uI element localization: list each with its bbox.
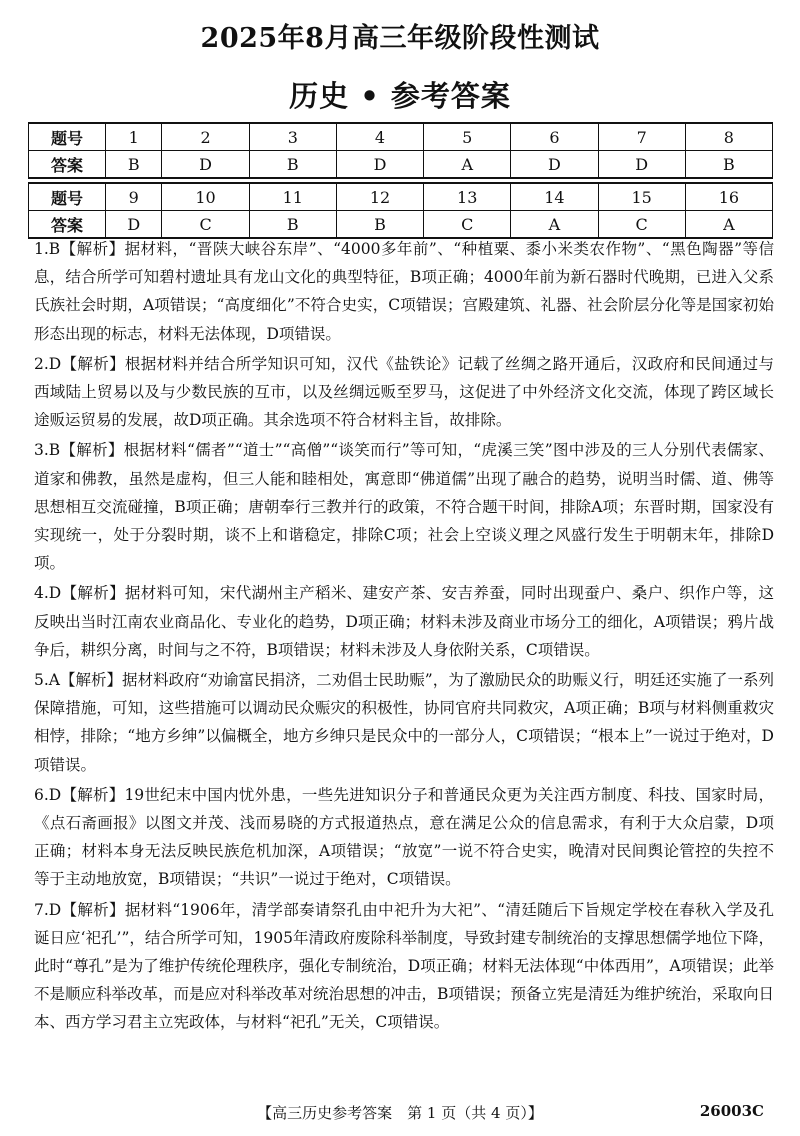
explanation-paragraph-2: 2.D【解析】根据材料并结合所学知识可知，汉代《盐铁论》记载了丝绸之路开通后，汉政府和民间通过与西域陆上贸易以及与少数民族的互市，以及丝绸远贩至罗马，这促进了中外经济文化交流，体现了跨区域长途贩运贸易的发展，故D项正确。其余选项不符合材料主旨，故排除。 xyxy=(34,354,774,430)
table-row-questions-1 xyxy=(29,123,773,151)
question-number-cell: 8 xyxy=(685,123,772,151)
question-number-cell: 2 xyxy=(162,123,249,151)
explanation-paragraph-6: 6.D【解析】19世纪末中国内忧外患，一些先进知识分子和普通民众更为关注西方制度、科技、国家时局，《点石斋画报》以图文并茂、浅而易晓的方式报道热点，意在满足公众的信息需求，有利于大众启蒙，D项正确；材料本身无法反映民族危机加深，A项错误；“放宽”一说不符合史实，晚清对民间舆论管控的失控不等于主动地放宽，B项错误；“共识”一说过于绝对，C项错误。 xyxy=(34,785,774,889)
table-row-questions-2 xyxy=(29,183,773,211)
question-number-cell: 4 xyxy=(336,123,423,151)
footer-page-label: 【高三历史参考答案 第 1 页（共 4 页）】 xyxy=(257,1104,543,1122)
answer-cell: D xyxy=(162,151,249,179)
answer-cell: B xyxy=(106,151,162,179)
table-header-cell: 答案 xyxy=(29,211,106,239)
explanation-paragraph-3: 3.B【解析】根据材料“儒者”“道士”“高僧”“谈笑而行”等可知，“虎溪三笑”图中涉及的三人分别代表儒家、道家和佛教，虽然是虚构，但三人能和睦相处，寓意即“佛道儒”出现了融合的趋势，说明当时儒、道、佛等思想相互交流碰撞，B项正确；唐朝奉行三教并行的政策，不符合题干时间，排除A项；东晋时期，国家没有实现统一，处于分裂时期，谈不上和谐稳定，排除C项；社会上空谈义理之风盛行发生于明朝末年，排除D项。 xyxy=(34,441,774,573)
explanation-paragraph-5: 5.A【解析】据材料政府“劝谕富民捐济，二劝倡士民助赈”，为了激励民众的助赈义行，明廷还实施了一系列保障措施，可知，这些措施可以调动民众赈灾的积极性，协同官府共同救灾，A项正确；B项与材料侧重救灾相悖，排除；“地方乡绅”以偏概全，地方乡绅只是民众中的一部分人，C项错误；“根本上”一说过于绝对，D项错误。 xyxy=(34,671,774,774)
answer-cell: D xyxy=(336,151,423,179)
answer-key-table xyxy=(28,122,773,239)
answer-cell: D xyxy=(511,151,598,179)
answer-cell: B xyxy=(249,151,336,179)
question-number-cell: 1 xyxy=(106,123,162,151)
question-number-cell: 5 xyxy=(424,123,511,151)
answer-cell: D xyxy=(106,211,162,239)
question-number-cell: 15 xyxy=(598,183,685,211)
table-row-answers-1 xyxy=(29,151,773,179)
answer-cell: D xyxy=(598,151,685,179)
explanation-paragraph-7: 7.D【解析】据材料“1906年，清学部奏请祭孔由中祀升为大祀”、“清廷随后下旨规定学校在春秋入学及孔诞日应‘祀孔’”，结合所学可知，1905年清政府废除科举制度，导致封建专制统治的支撑思想儒学地位下降，此时“尊孔”是为了维护传统伦理秩序，强化专制统治，D项正确；材料无法体现“中体西用”，A项错误；此举不是顺应科举改革，而是应对科举改革对统治思想的冲击，B项错误；预备立宪是清廷为维护统治，采取向日本、西方学习君主立宪政体，与材料“祀孔”无关，C项错误。 xyxy=(34,900,774,1032)
answer-cell: A xyxy=(685,211,772,239)
question-number-cell: 7 xyxy=(598,123,685,151)
question-number-cell: 3 xyxy=(249,123,336,151)
question-number-cell: 13 xyxy=(424,183,511,211)
question-number-cell: 11 xyxy=(249,183,336,211)
table-row-answers-2 xyxy=(29,211,773,239)
answer-cell: A xyxy=(511,211,598,239)
question-number-cell: 9 xyxy=(106,183,162,211)
question-number-cell: 6 xyxy=(511,123,598,151)
footer-exam-code: 26003C xyxy=(699,1102,764,1120)
table-header-cell: 题号 xyxy=(29,183,106,211)
question-number-cell: 16 xyxy=(685,183,772,211)
explanation-paragraph-1: 1.B【解析】据材料，“晋陕大峡谷东岸”、“4000多年前”、“种植粟、黍小米类农作物”、“黑色陶器”等信息，结合所学可知碧村遗址具有龙山文化的典型特征，B项正确；4000年前为新石器时代晚期，已进入父系氏族社会时期，A项错误；“高度细化”不符合史实，C项错误；宫殿建筑、礼器、社会阶层分化等是国家初始形态出现的标志，材料无法体现，D项错误。 xyxy=(34,240,774,343)
answer-cell: B xyxy=(336,211,423,239)
answer-cell: C xyxy=(424,211,511,239)
question-number-cell: 14 xyxy=(511,183,598,211)
answer-explanations xyxy=(34,235,774,1039)
answer-cell: A xyxy=(424,151,511,179)
answer-cell: C xyxy=(598,211,685,239)
question-number-cell: 12 xyxy=(336,183,423,211)
page-title: 2025年8月高三年级阶段性测试 xyxy=(200,23,600,54)
table-header-cell: 答案 xyxy=(29,151,106,179)
answer-cell: B xyxy=(249,211,336,239)
answer-cell: B xyxy=(685,151,772,179)
answer-cell: C xyxy=(162,211,249,239)
table-header-cell: 题号 xyxy=(29,123,106,151)
question-number-cell: 10 xyxy=(162,183,249,211)
page-subtitle: 历史 • 参考答案 xyxy=(289,79,511,113)
page-footer xyxy=(0,1102,800,1126)
explanation-paragraph-4: 4.D【解析】据材料可知，宋代湖州主产稻米、建安产茶、安吉养蚕，同时出现蚕户、桑户、织作户等，这反映出当时江南农业商品化、专业化的趋势，D项正确；材料未涉及商业市场分工的细化，A项错误；鸦片战争后，耕织分离，时间与之不符，B项错误；材料未涉及人身依附关系，C项错误。 xyxy=(34,584,774,659)
